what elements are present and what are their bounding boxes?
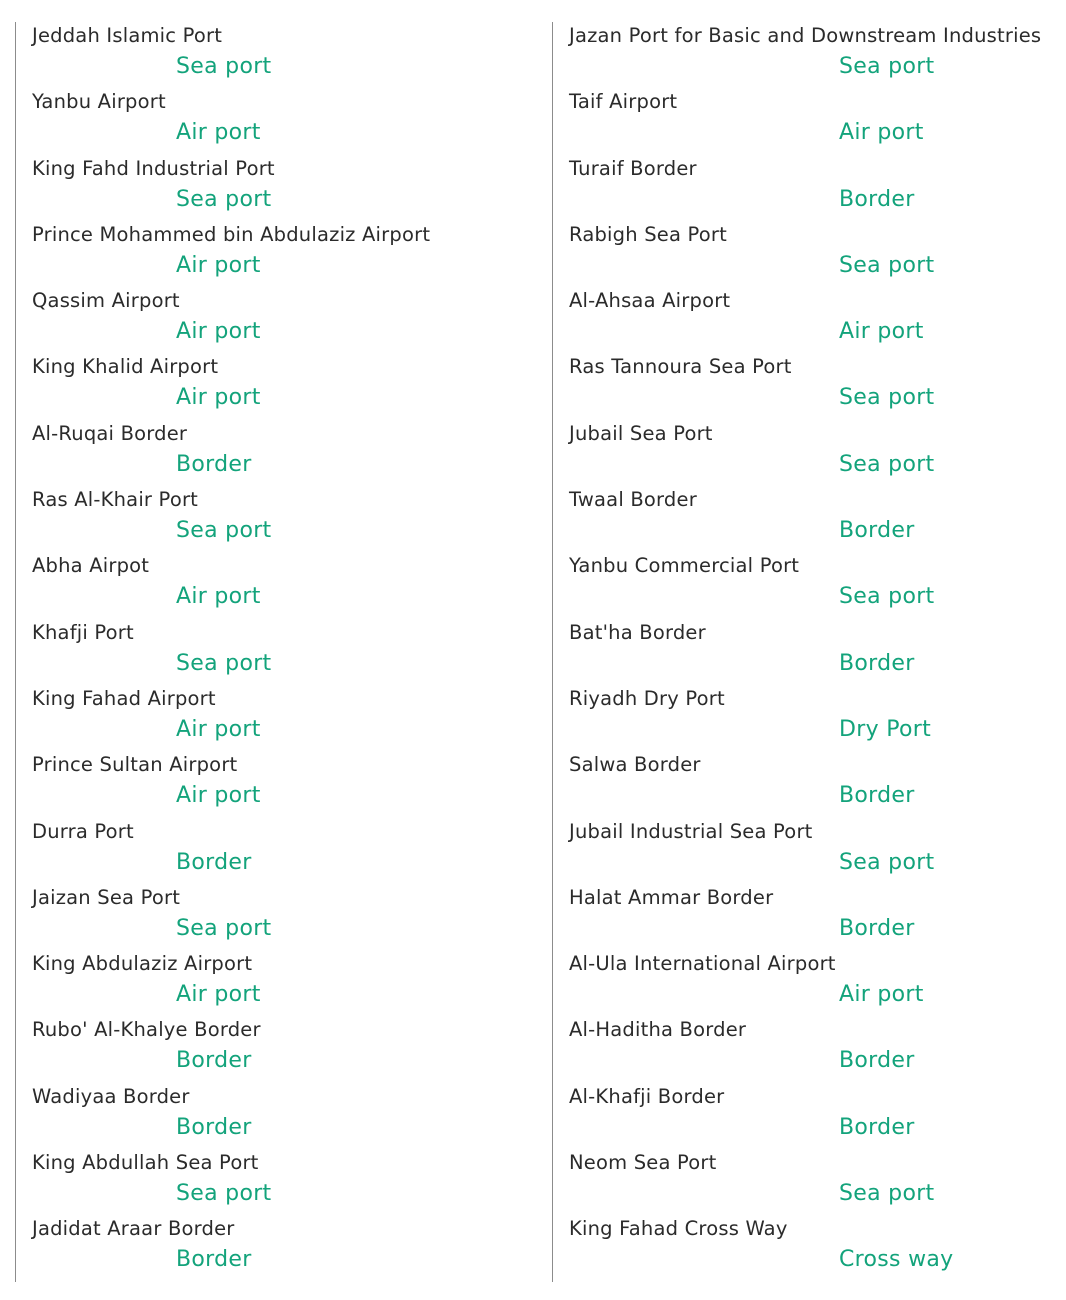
port-entry	[552, 287, 1062, 353]
port-type: Border	[839, 518, 915, 544]
port-type: Sea port	[176, 518, 272, 544]
port-name: Twaal Border	[569, 488, 697, 512]
port-entry	[15, 884, 535, 950]
port-type: Border	[839, 1048, 915, 1074]
port-entry	[552, 818, 1062, 884]
port-name: Al-Khafji Border	[569, 1084, 725, 1108]
port-name: Yanbu Commercial Port	[569, 554, 800, 578]
port-type: Air port	[176, 716, 261, 742]
ports-list-right	[552, 22, 1062, 1282]
port-name: Prince Sultan Airport	[32, 753, 238, 777]
port-name: Jubail Sea Port	[569, 421, 713, 445]
port-name: Jaizan Sea Port	[32, 885, 181, 909]
port-type: Air port	[176, 982, 261, 1008]
port-entry	[15, 950, 535, 1016]
port-type: Air port	[176, 783, 261, 809]
port-name: King Abdulaziz Airport	[32, 952, 253, 976]
port-name: Khafji Port	[32, 620, 134, 644]
port-type: Border	[176, 451, 252, 477]
port-type: Border	[839, 783, 915, 809]
port-type: Air port	[176, 584, 261, 610]
port-name: Qassim Airport	[32, 289, 180, 313]
port-name: Jadidat Araar Border	[32, 1217, 235, 1241]
port-name: Wadiyaa Border	[32, 1084, 190, 1108]
port-type: Sea port	[839, 1181, 935, 1207]
port-type: Sea port	[176, 1181, 272, 1207]
port-type: Sea port	[839, 385, 935, 411]
port-type: Air port	[839, 982, 924, 1008]
port-name: King Fahd Industrial Port	[32, 156, 275, 180]
port-type: Border	[176, 1048, 252, 1074]
port-entry	[552, 1215, 1062, 1281]
port-entry	[552, 751, 1062, 817]
port-name: Turaif Border	[569, 156, 697, 180]
port-entry	[15, 685, 535, 751]
port-name: Yanbu Airport	[32, 90, 166, 114]
port-entry	[15, 751, 535, 817]
port-name: Bat'ha Border	[569, 620, 706, 644]
port-type: Border	[176, 1114, 252, 1140]
port-type: Sea port	[176, 54, 272, 79]
port-type: Air port	[176, 120, 261, 146]
port-name: Abha Airpot	[32, 554, 150, 578]
port-type: Air port	[176, 319, 261, 345]
port-entry	[552, 353, 1062, 419]
port-name: Jeddah Islamic Port	[32, 24, 223, 47]
port-name: Jubail Industrial Sea Port	[569, 819, 813, 843]
port-type: Sea port	[176, 186, 272, 212]
port-type: Cross way	[839, 1247, 954, 1273]
port-name: Al-Ahsaa Airport	[569, 289, 731, 313]
port-entry	[552, 155, 1062, 221]
port-entry	[15, 818, 535, 884]
port-type: Sea port	[839, 252, 935, 278]
port-type: Sea port	[839, 849, 935, 875]
port-entry	[15, 1016, 535, 1082]
port-entry	[552, 1083, 1062, 1149]
port-name: Jazan Port for Basic and Downstream Industries	[569, 24, 1042, 47]
port-type: Border	[176, 849, 252, 875]
port-name: Rubo' Al-Khalye Border	[32, 1018, 261, 1042]
port-name: Taif Airport	[569, 90, 678, 114]
port-name: King Abdullah Sea Port	[32, 1151, 259, 1175]
port-type: Border	[839, 915, 915, 941]
port-type: Sea port	[839, 584, 935, 610]
port-entry	[15, 1215, 535, 1281]
port-entry	[15, 552, 535, 618]
port-type: Sea port	[839, 451, 935, 477]
port-entry	[15, 619, 535, 685]
port-name: King Fahad Cross Way	[569, 1217, 788, 1241]
port-name: Prince Mohammed bin Abdulaziz Airport	[32, 222, 431, 246]
port-name: Halat Ammar Border	[569, 885, 774, 909]
port-type: Border	[839, 650, 915, 676]
port-name: Ras Al-Khair Port	[32, 488, 199, 512]
port-entry	[552, 486, 1062, 552]
port-entry	[15, 287, 535, 353]
port-name: Salwa Border	[569, 753, 701, 777]
port-entry	[552, 552, 1062, 618]
port-name: Riyadh Dry Port	[569, 686, 725, 710]
port-entry	[15, 1083, 535, 1149]
port-type: Sea port	[176, 650, 272, 676]
port-entry	[15, 221, 535, 287]
port-type: Sea port	[839, 54, 935, 79]
port-entry	[15, 1149, 535, 1215]
port-type: Air port	[176, 252, 261, 278]
port-name: Durra Port	[32, 819, 134, 843]
port-entry	[552, 22, 1062, 88]
port-entry	[15, 155, 535, 221]
port-entry	[15, 353, 535, 419]
port-entry	[552, 420, 1062, 486]
port-entry	[552, 1016, 1062, 1082]
port-entry	[552, 685, 1062, 751]
port-type: Air port	[839, 120, 924, 146]
port-entry	[552, 221, 1062, 287]
port-type: Border	[839, 1114, 915, 1140]
port-name: Rabigh Sea Port	[569, 222, 727, 246]
port-name: Neom Sea Port	[569, 1151, 717, 1175]
port-entry	[552, 88, 1062, 154]
port-name: King Khalid Airport	[32, 355, 219, 379]
port-entry	[15, 88, 535, 154]
ports-list-left	[15, 22, 535, 1282]
port-type: Air port	[176, 385, 261, 411]
port-name: Al-Ula International Airport	[569, 952, 836, 976]
port-type: Air port	[839, 319, 924, 345]
port-entry	[552, 619, 1062, 685]
port-type: Border	[176, 1247, 252, 1273]
port-entry	[552, 950, 1062, 1016]
port-entry	[15, 486, 535, 552]
port-entry	[552, 884, 1062, 950]
port-name: Ras Tannoura Sea Port	[569, 355, 792, 379]
port-type: Border	[839, 186, 915, 212]
port-name: Al-Ruqai Border	[32, 421, 188, 445]
port-entry	[552, 1149, 1062, 1215]
port-type: Dry Port	[839, 716, 932, 742]
port-entry	[15, 22, 535, 88]
port-type: Sea port	[176, 915, 272, 941]
port-name: King Fahad Airport	[32, 686, 216, 710]
port-entry	[15, 420, 535, 486]
port-name: Al-Haditha Border	[569, 1018, 747, 1042]
